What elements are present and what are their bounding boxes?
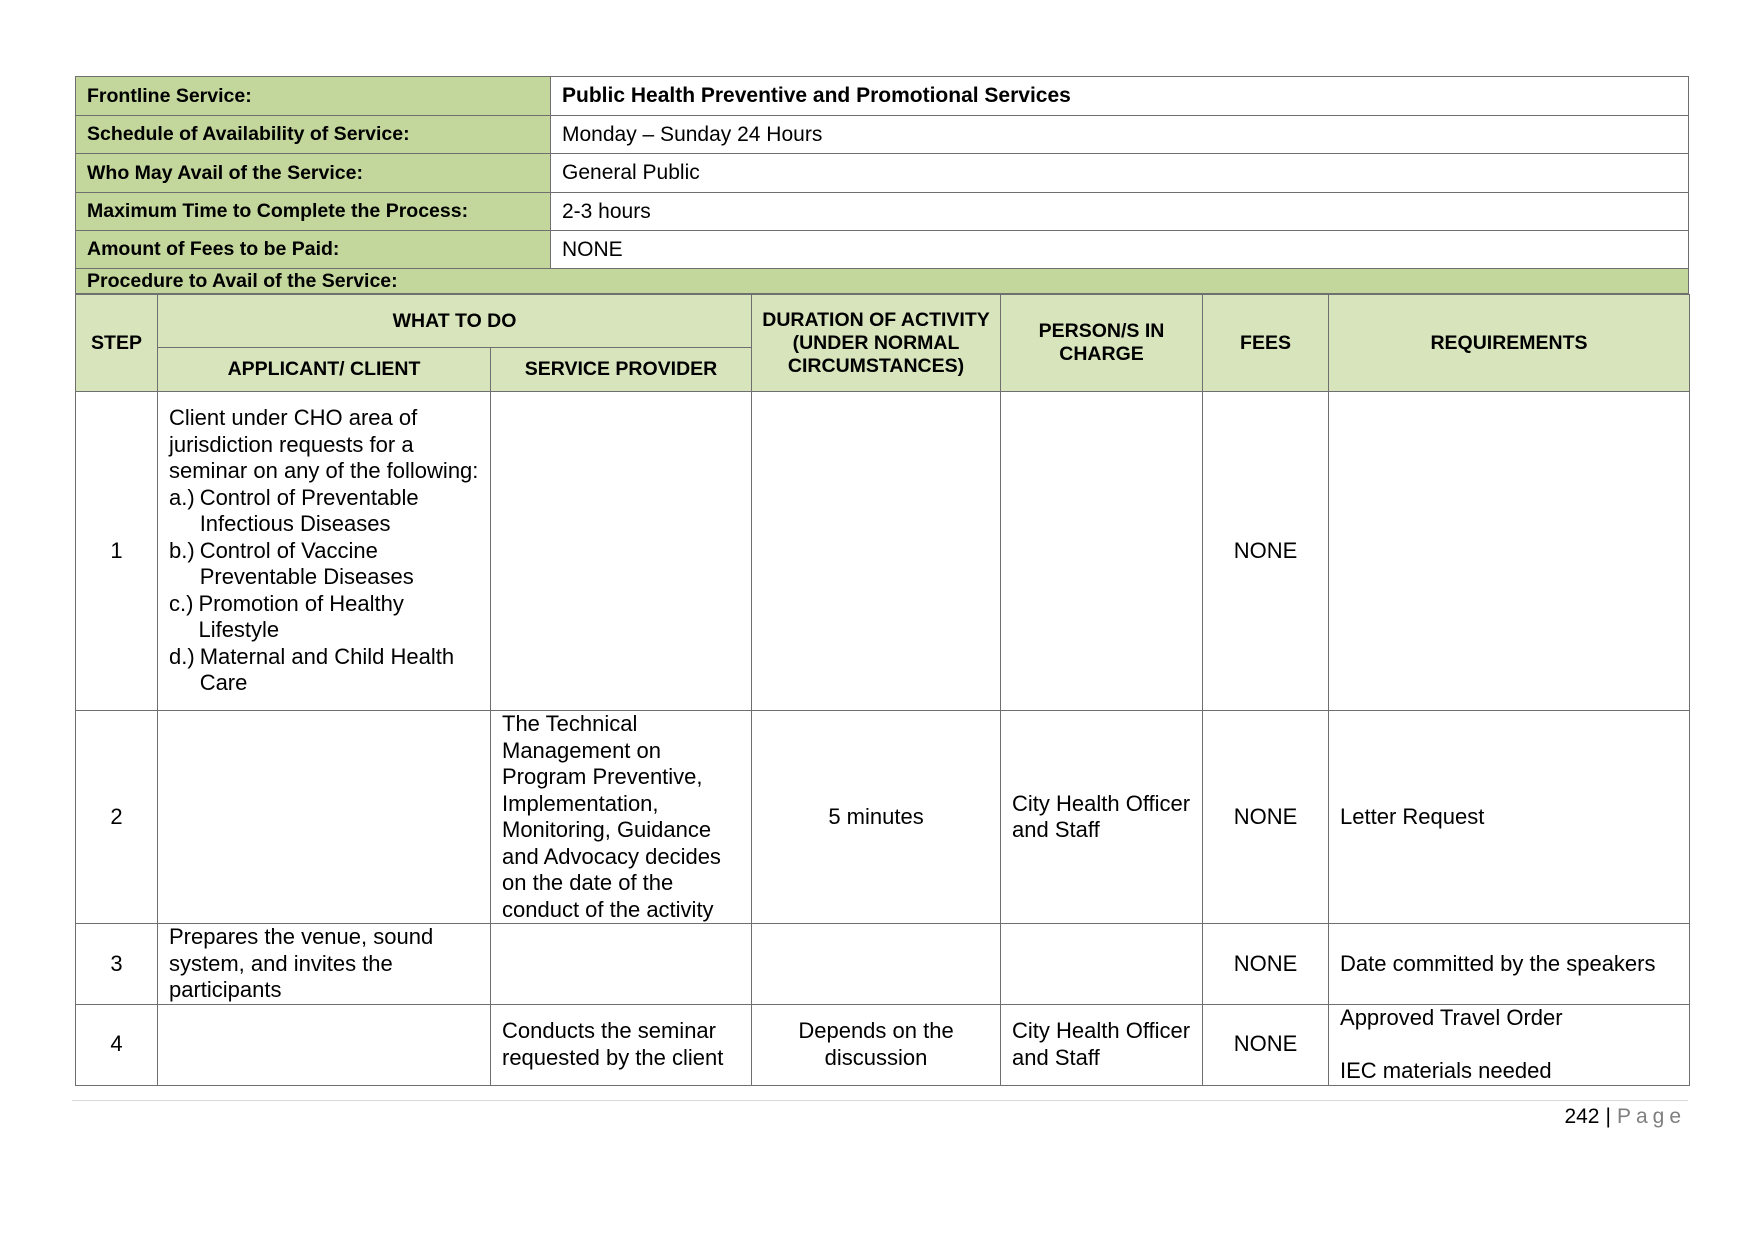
fees-label: Amount of Fees to be Paid: — [76, 231, 551, 269]
requirements-cell: Letter Request — [1329, 711, 1690, 924]
who-may-avail-value: General Public — [551, 154, 1689, 193]
person-cell: City Health Officer and Staff — [1001, 711, 1203, 924]
provider-action: Conducts the seminar requested by the client — [491, 1004, 752, 1085]
applicant-action: Prepares the venue, sound system, and invites the participants — [158, 924, 491, 1005]
list-text: Control of Vaccine Preventable Diseases — [199, 537, 414, 590]
table-row — [76, 924, 1690, 1005]
fees-cell: NONE — [1203, 392, 1329, 711]
list-text: Promotion of Healthy Lifestyle — [198, 590, 404, 643]
schedule-label: Schedule of Availability of Service: — [76, 116, 551, 154]
step-number: 2 — [76, 711, 158, 924]
procedure-label: Procedure to Avail of the Service: — [76, 269, 1689, 294]
requirement-item: IEC materials needed — [1340, 1057, 1552, 1083]
what-to-do-header: WHAT TO DO — [158, 295, 752, 348]
requirements-cell — [1329, 1004, 1690, 1085]
list-item — [169, 485, 479, 538]
duration-cell: Depends on the discussion — [752, 1004, 1001, 1085]
applicant-client-header: APPLICANT/ CLIENT — [158, 348, 491, 392]
list-letter: c.) — [169, 590, 194, 616]
service-info-table — [75, 76, 1689, 294]
duration-cell — [752, 924, 1001, 1005]
footer-divider — [72, 1100, 1688, 1101]
duration-cell: 5 minutes — [752, 711, 1001, 924]
provider-action — [491, 924, 752, 1005]
person-cell — [1001, 924, 1203, 1005]
requirement-item: Approved Travel Order — [1340, 1005, 1563, 1030]
step-number: 3 — [76, 924, 158, 1005]
max-time-label: Maximum Time to Complete the Process: — [76, 193, 551, 231]
requirements-cell: Date committed by the speakers — [1329, 924, 1690, 1005]
fees-cell: NONE — [1203, 924, 1329, 1005]
page-footer — [1564, 1105, 1686, 1129]
person-cell: City Health Officer and Staff — [1001, 1004, 1203, 1085]
list-letter: d.) — [169, 643, 195, 669]
who-may-avail-label: Who May Avail of the Service: — [76, 154, 551, 193]
requirements-cell — [1329, 392, 1690, 711]
applicant-action — [158, 711, 491, 924]
table-row — [76, 392, 1690, 711]
list-item — [169, 538, 479, 591]
requirements-header: REQUIREMENTS — [1329, 295, 1690, 392]
provider-action — [491, 392, 752, 711]
duration-cell — [752, 392, 1001, 711]
fees-value: NONE — [551, 231, 1689, 269]
fees-cell: NONE — [1203, 711, 1329, 924]
schedule-value: Monday – Sunday 24 Hours — [551, 116, 1689, 154]
max-time-value: 2-3 hours — [551, 193, 1689, 231]
page-number: 242 — [1564, 1105, 1600, 1128]
frontline-service-value: Public Health Preventive and Promotional Services — [551, 77, 1689, 116]
page-word: Page — [1616, 1105, 1686, 1128]
page-separator: | — [1605, 1105, 1611, 1128]
person-cell — [1001, 392, 1203, 711]
person-in-charge-header: PERSON/S IN CHARGE — [1001, 295, 1203, 392]
list-item — [169, 644, 479, 697]
duration-header-line2: (UNDER NORMAL CIRCUMSTANCES) — [787, 331, 965, 377]
list-text: Control of Preventable Infectious Diseases — [199, 484, 419, 537]
fees-cell: NONE — [1203, 1004, 1329, 1085]
applicant-action — [158, 392, 491, 711]
duration-header — [752, 295, 1001, 392]
fees-header: FEES — [1203, 295, 1329, 392]
applicant-intro: Client under CHO area of jurisdiction requests for a seminar on any of the following: — [169, 405, 479, 484]
list-item — [169, 591, 479, 644]
list-letter: b.) — [169, 537, 195, 563]
frontline-service-label: Frontline Service: — [76, 77, 551, 116]
applicant-action — [158, 1004, 491, 1085]
step-number: 4 — [76, 1004, 158, 1085]
step-header: STEP — [76, 295, 158, 392]
duration-header-line1: DURATION OF ACTIVITY — [762, 308, 990, 331]
list-letter: a.) — [169, 484, 195, 510]
provider-action: The Technical Management on Program Preventive, Implementation, Monitoring, Guidance and Advocacy decides on the date of the conduct of the activity — [491, 711, 752, 924]
list-text: Maternal and Child Health Care — [199, 643, 455, 696]
requirement-spacer — [1340, 1032, 1678, 1058]
table-row — [76, 711, 1690, 924]
step-number: 1 — [76, 392, 158, 711]
service-provider-header: SERVICE PROVIDER — [491, 348, 752, 392]
table-row — [76, 1004, 1690, 1085]
procedure-table — [75, 294, 1690, 1086]
